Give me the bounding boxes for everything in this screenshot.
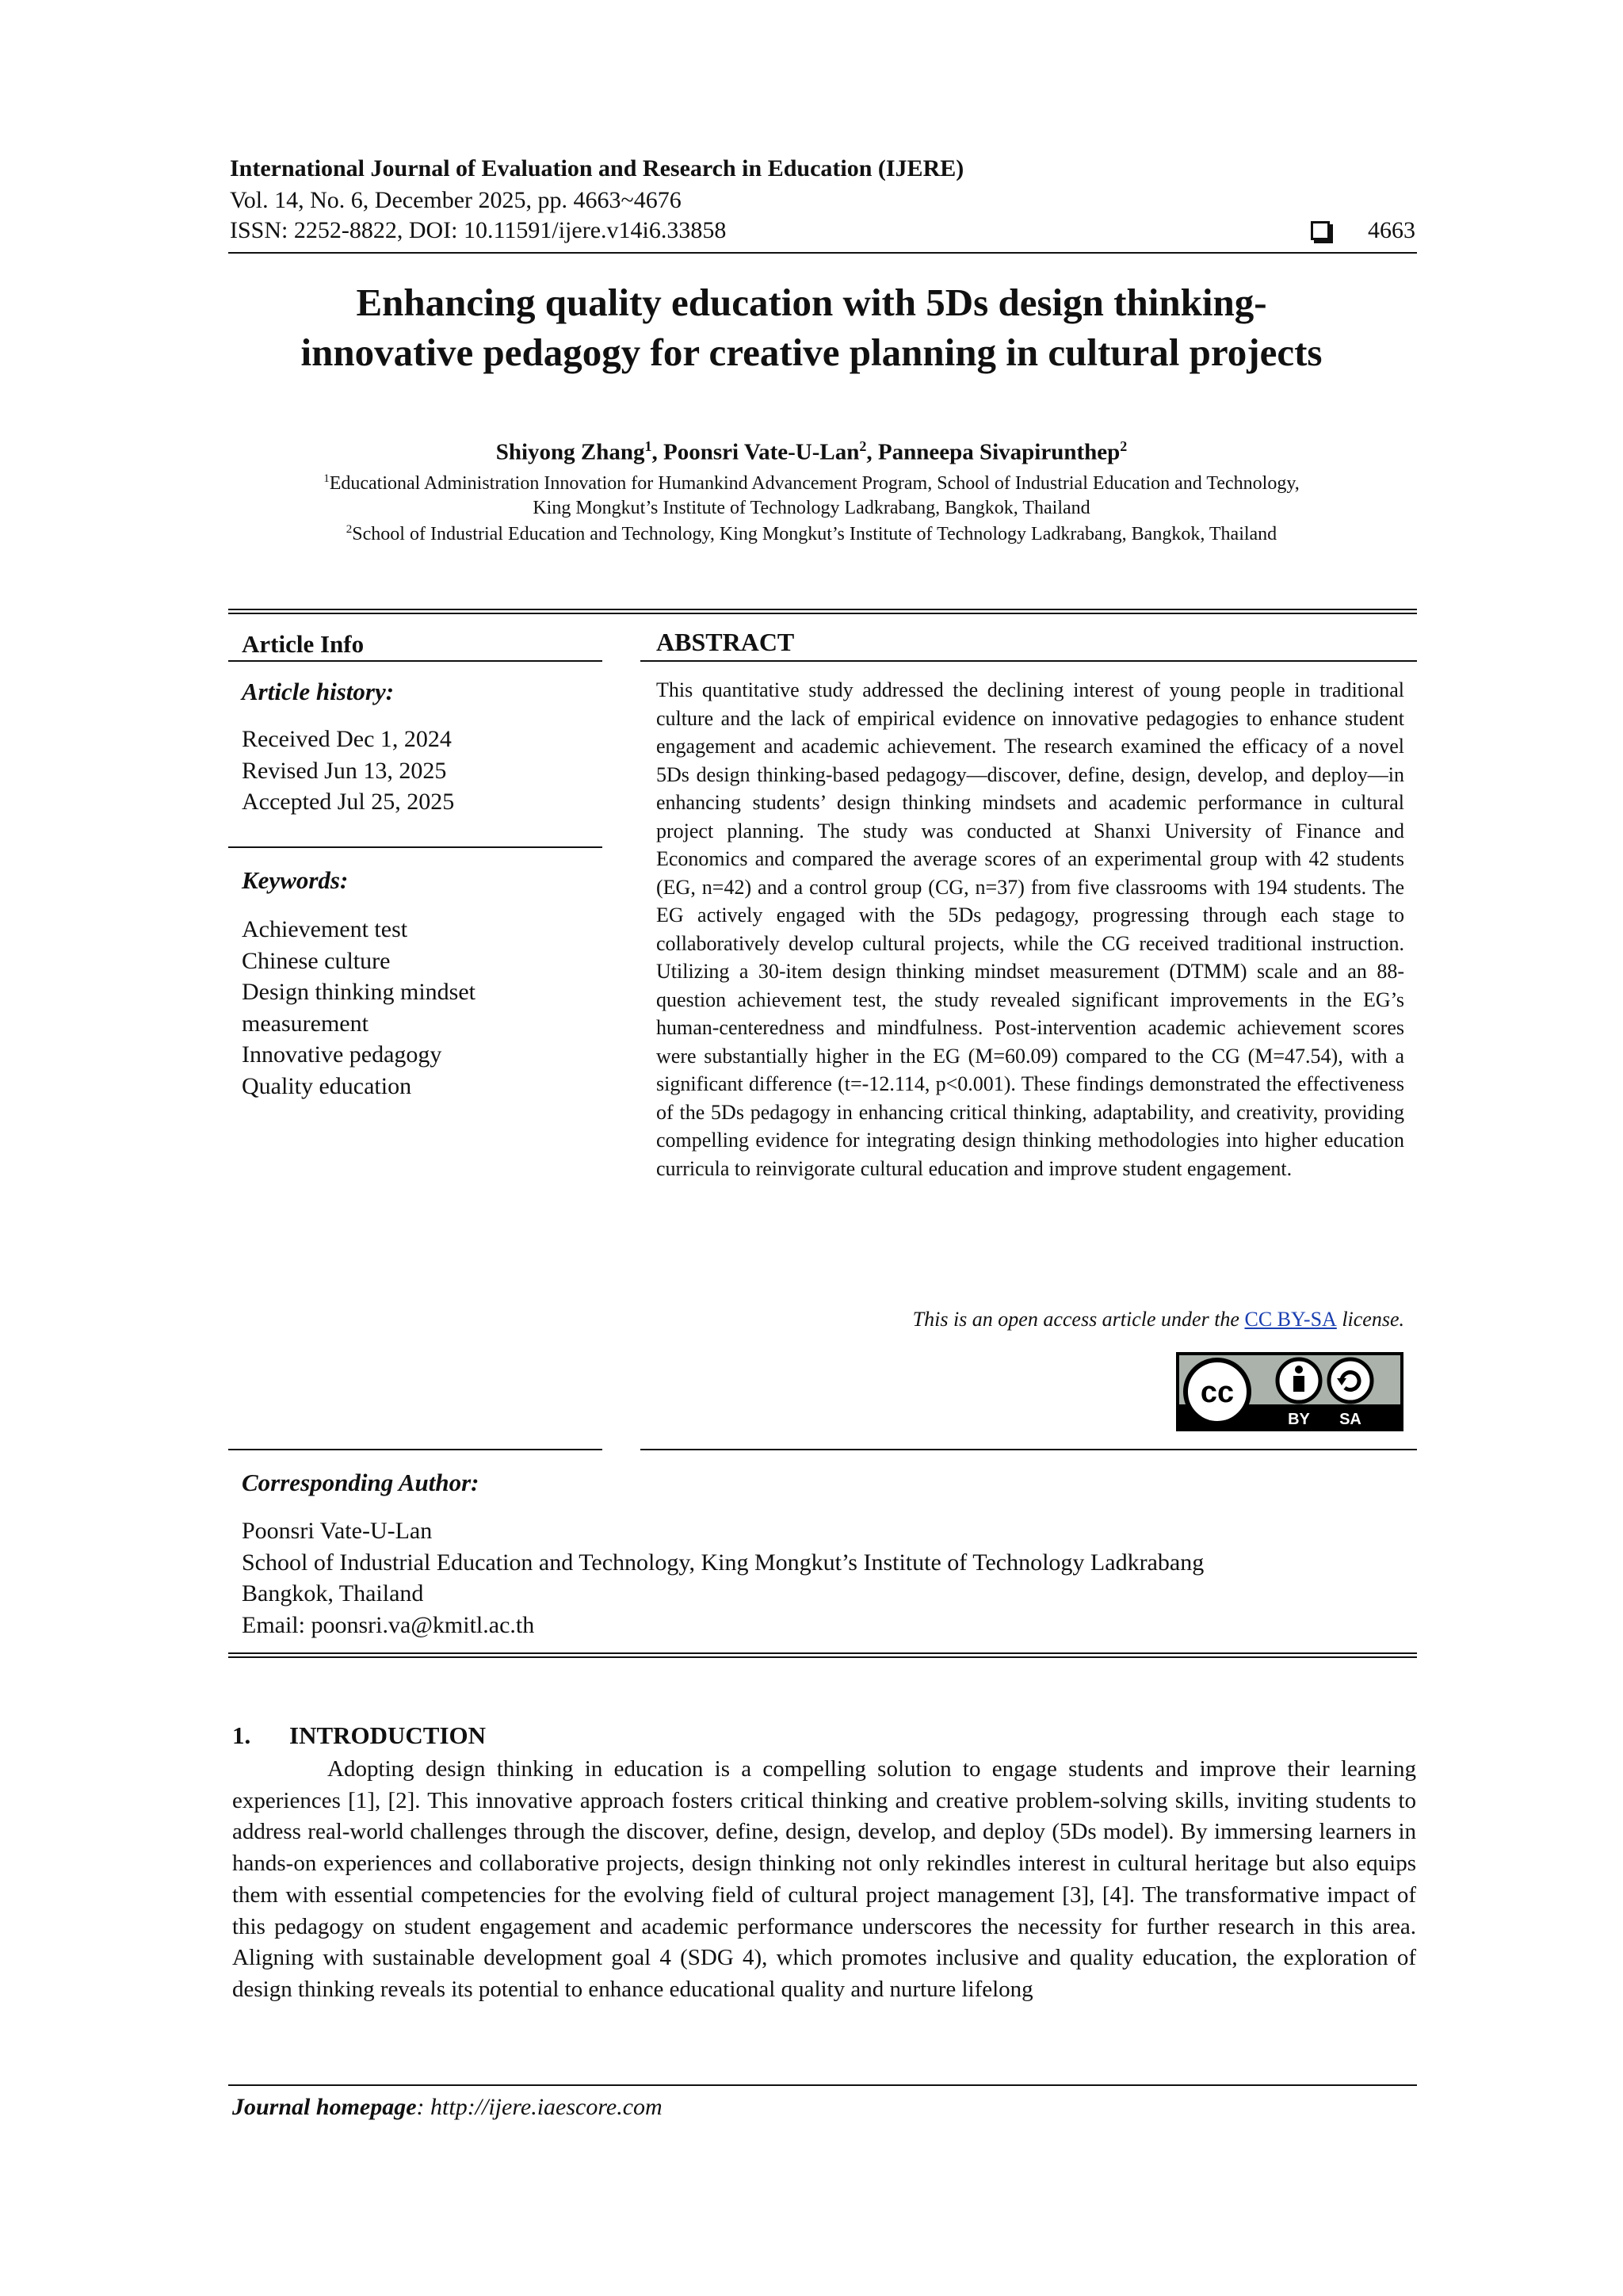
abstract-text: This quantitative study addressed the declining interest of young people in traditional culture and the lack of empirical evidence on innovative pedagogies to enhance student engagement and academic achievement. The research examined the efficacy of a novel 5Ds design thinking-based pedagogy—discover, define, design, develop, and deploy—in enhancing students’ design thinking mindsets and academic performance in cultural project planning. The study was conducted at Shanxi University of Finance and Economics and compared the average scores of an experimental group with 42 students (EG, n=42) and a control group (CG, n=37) from five classrooms with 194 students. The EG actively engaged with the 5Ds pedagogy, progressing through each stage to collaboratively develop cultural projects, while the CG received traditional instruction. Utilizing a 30-item design thinking mindset measurement (DTMM) scale and an 88-question achievement test, the study revealed significant improvements in the EG’s human-centeredness and mindfulness. Post-intervention academic achievement scores were substantially higher in the EG (M=60.09) compared to the CG (M=47.54), with a significant difference (t=-12.114, p<0.001). These findings demonstrated the effectiveness of the 5Ds pedagogy in enhancing critical thinking, adaptability, and creativity, providing compelling evidence for integrating design thinking methodologies into higher education curricula to reinvigorate cultural education and improve student engagement. — [656, 678, 1404, 1180]
author-affil-sup: 2 — [859, 438, 867, 454]
paragraph: Adopting design thinking in education is a compelling solution to engage students and improve their learning experiences [1], [2]. This innovative approach fosters critical thinking and creative problem-solving skills, inviting students to address real-world challenges through the discover, define, design, develop, and deploy (5Ds model). By immersing learners in hands-on experiences and collaborative projects, design thinking not only rekindles interest in cultural heritage but also equips them with essential competencies for the evolving field of cultural project management [3], [4]. The transformative impact of this pedagogy on student engagement and academic performance underscores the necessity for further research in this area. Aligning with sustainable development goal 4 (SDG 4), which promotes inclusive and quality education, the exploration of design thinking reveals its potential to enhance educational quality and nurture lifelong — [232, 1756, 1416, 2002]
section-heading — [232, 1721, 486, 1750]
section-rule-top — [228, 609, 1417, 610]
open-access-note — [656, 1308, 1404, 1331]
abstract-rule — [640, 660, 1417, 662]
affil-text: Educational Administration Innovation for Humankind Advancement Program, School of Industrial Education and Technology, — [329, 473, 1300, 494]
section-rule-bottom — [228, 1652, 1417, 1654]
abstract-heading: ABSTRACT — [656, 628, 795, 656]
affil-sup: 2 — [346, 523, 353, 536]
keyword: Chinese culture — [242, 947, 391, 974]
corresponding-address-2: Bangkok, Thailand — [242, 1580, 424, 1606]
paper-title — [0, 277, 1623, 377]
corresponding-author-heading: Corresponding Author: — [242, 1469, 479, 1496]
article-history — [242, 724, 454, 818]
affil-sup: 1 — [323, 472, 330, 485]
article-info-heading: Article Info — [242, 630, 365, 658]
article-info-bottom-rule — [228, 1449, 602, 1450]
header-rule — [228, 252, 1417, 254]
issn-doi: ISSN: 2252-8822, DOI: 10.11591/ijere.v14i6.33858 — [230, 217, 727, 243]
keyword: Quality education — [242, 1072, 412, 1099]
journal-homepage — [232, 2094, 663, 2121]
homepage-url[interactable]: : http://ijere.iaescore.com — [416, 2094, 663, 2120]
checkbox-square-icon — [1311, 221, 1330, 240]
badge-by-label: BY — [1288, 1411, 1310, 1428]
oa-suffix: license. — [1336, 1308, 1404, 1331]
keyword: Achievement test — [242, 916, 408, 942]
oa-prefix: This is an open access article under the — [912, 1308, 1245, 1331]
homepage-label: Journal homepage — [232, 2094, 417, 2120]
section-number: 1. — [232, 1721, 251, 1749]
introduction-body — [232, 1754, 1416, 2006]
page-number-block — [1311, 217, 1415, 244]
page-number: 4663 — [1368, 217, 1415, 243]
corresponding-address-1: School of Industrial Education and Technology, King Mongkut’s Institute of Technology Ladkrabang — [242, 1549, 1205, 1576]
keywords-heading: Keywords: — [242, 866, 349, 894]
article-history-heading: Article history: — [242, 678, 395, 705]
section-title: INTRODUCTION — [289, 1721, 487, 1749]
title-line-2: innovative pedagogy for creative planning in cultural projects — [300, 330, 1323, 374]
author-name: Poonsri Vate-U-Lan — [663, 439, 860, 465]
history-rule — [228, 846, 602, 848]
section-rule-top-2 — [228, 613, 1417, 614]
svg-text:cc: cc — [1200, 1376, 1235, 1409]
cc-by-sa-link[interactable]: CC BY-SA — [1244, 1308, 1337, 1331]
cc-by-sa-badge[interactable] — [1176, 1352, 1403, 1431]
corresponding-email: Email: poonsri.va@kmitl.ac.th — [242, 1611, 535, 1638]
abstract-bottom-rule — [640, 1449, 1417, 1450]
author-name: Shiyong Zhang — [495, 439, 645, 465]
title-line-1: Enhancing quality education with 5Ds design thinking- — [356, 281, 1267, 324]
author-affil-sup: 1 — [644, 438, 652, 454]
keywords-list — [242, 914, 475, 1102]
cc-license-icon — [1176, 1352, 1403, 1431]
footer-rule — [228, 2084, 1417, 2086]
revised-date: Revised Jun 13, 2025 — [242, 757, 447, 784]
badge-sa-label: SA — [1339, 1411, 1361, 1428]
affiliation-1-line-1 — [0, 472, 1623, 495]
keyword: Innovative pedagogy — [242, 1041, 442, 1068]
accepted-date: Accepted Jul 25, 2025 — [242, 789, 455, 815]
corresponding-name: Poonsri Vate-U-Lan — [242, 1518, 433, 1544]
volume-info: Vol. 14, No. 6, December 2025, pp. 4663~4676 — [230, 187, 682, 213]
journal-name: International Journal of Evaluation and Research in Education (IJERE) — [230, 155, 964, 181]
corresponding-author-block — [242, 1515, 1204, 1641]
keyword: Design thinking mindset — [242, 979, 475, 1005]
section-rule-bottom-2 — [228, 1656, 1417, 1658]
received-date: Received Dec 1, 2024 — [242, 726, 452, 752]
author-list: Shiyong Zhang$^1$, Poonsri Vate-U-Lan$^2$, Panneepa Sivapirunthep$^2$ — [495, 438, 1128, 465]
affil-text: School of Industrial Education and Technology, King Mongkut’s Institute of Technology Ladkrabang, Bangkok, Thailand — [352, 524, 1277, 544]
affiliation-1-line-2: King Mongkut’s Institute of Technology Ladkrabang, Bangkok, Thailand — [533, 498, 1090, 518]
author-name: Panneepa Sivapirunthep — [877, 439, 1121, 465]
affiliation-2 — [0, 523, 1623, 545]
author-affil-sup: 2 — [1120, 438, 1128, 454]
article-info-rule — [228, 660, 602, 662]
keyword: measurement — [242, 1010, 369, 1037]
